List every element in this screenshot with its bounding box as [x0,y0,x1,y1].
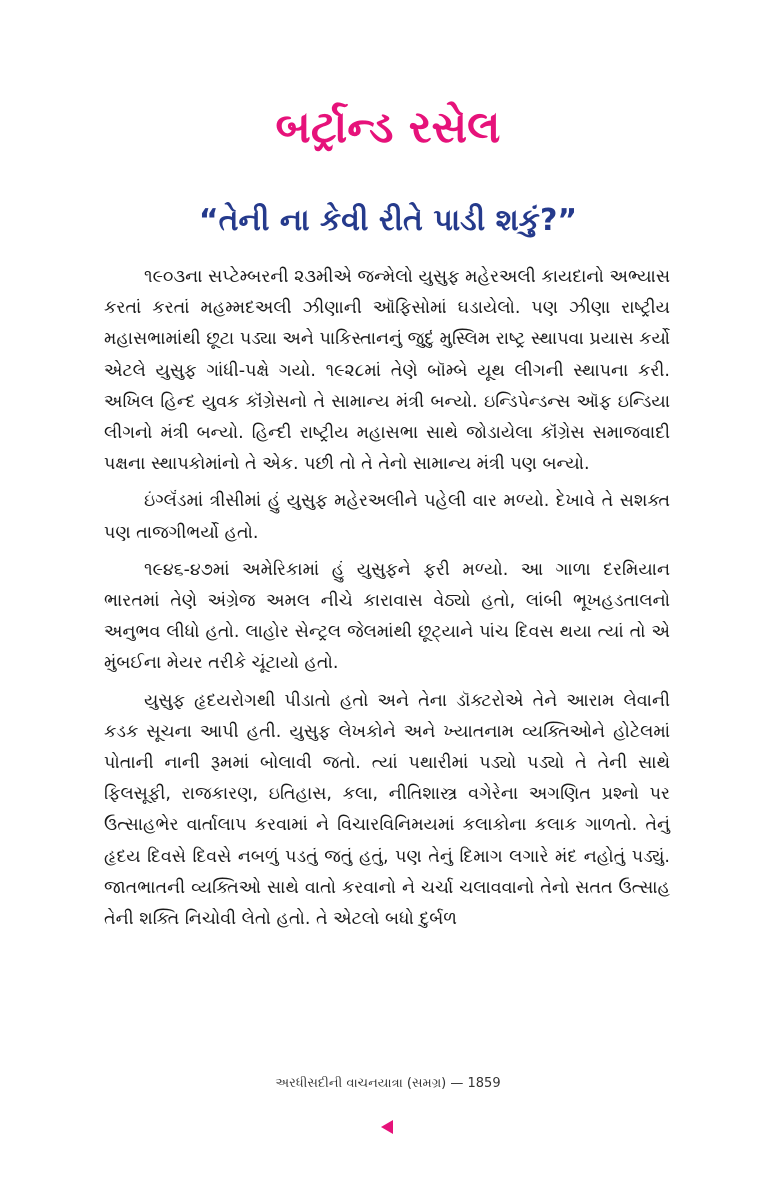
previous-page-arrow-icon[interactable] [381,1120,393,1134]
paragraph: ૧૯૪૬-૪૭માં અમેરિકામાં હું યુસુફને ફરી મળ્યો. આ ગાળા દરમિયાન ભારતમાં તેણે અંગ્રેજ અમલ નીચે કારાવાસ વેઠ્યો હતો, લાંબી ભૂખહડતાલનો અનુભવ લીધો હતો. લાહોર સેન્ટ્રલ જેલમાંથી છૂટ્યાને પાંચ દિવસ થયા ત્યાં તો એ મુંબઈના મેયર તરીકે ચૂંટાયો હતો. [104,559,670,674]
body-text [104,262,670,941]
paragraph: ૧૯૦૩ના સપ્ટેમ્બરની ૨૩મીએ જન્મેલો યુસુફ મહેરઅલી કાયદાનો અભ્યાસ કરતાં કરતાં મહમ્મદઅલી ઝીણાની ઑફિસોમાં ઘડાયેલો. પણ ઝીણા રાષ્ટ્રીય મહાસભામાંથી છૂટા પડ્યા અને પાકિસ્તાનનું જુદું મુસ્લિમ રાષ્ટ્ર સ્થાપવા પ્રયાસ કર્યો એટલે યુસુફ ગાંધી-પક્ષે ગયો. ૧૯૨૮માં તેણે બૉમ્બે યૂથ લીગની સ્થાપના કરી. અખિલ હિન્દ યુવક કૉંગ્રેસનો તે સામાન્ય મંત્રી બન્યો. ઇન્ડિપેન્ડન્સ ઑફ ઇન્ડિયા લીગનો મંત્રી બન્યો. હિન્દી રાષ્ટ્રીય મહાસભા સાથે જોડાયેલા કૉંગ્રેસ સમાજવાદી પક્ષના સ્થાપકોમાંનો તે એક. પછી તો તે તેનો સામાન્ય મંત્રી પણ બન્યો. [104,267,670,475]
paragraph: ઇંગ્લૅંડમાં ત્રીસીમાં હું યુસુફ મહેરઅલીને પહેલી વાર મળ્યો. દેખાવે તે સશક્ત પણ તાજગીભર્યો હતો. [104,491,670,543]
page-footer: અરધીસદીની વાચનયાત્રા (સમગ્ર) — 1859 [275,1076,501,1091]
paragraph: યુસુફ હૃદયરોગથી પીડાતો હતો અને તેના ડૉક્ટરોએ તેને આરામ લેવાની કડક સૂચના આપી હતી. યુસુફ લેખકોને અને ખ્યાતનામ વ્યક્તિઓને હોટેલમાં પોતાની નાની રૂમમાં બોલાવી જતો. ત્યાં પથારીમાં પડ્યો પડ્યો તે તેની સાથે ફિલસૂફી, રાજકારણ, ઇતિહાસ, કલા, નીતિશાસ્ત્ર વગેરેના અગણિત પ્રશ્નો પર ઉત્સાહભેર વાર્તાલાપ કરવામાં ને વિચારવિનિમયમાં કલાકોના કલાક ગાળતો. તેનું હૃદય દિવસે દિવસે નબળું પડતું જતું હતું, પણ તેનું દિમાગ લગારે મંદ નહોતું પડ્યું. જાતભાતની વ્યક્તિઓ સાથે વાતો કરવાનો ને ચર્ચા ચલાવવાનો તેનો સતત ઉત્સાહ તેની શક્તિ નિચોવી લેતો હતો. તે એટલો બધો દુર્બળ [104,690,670,930]
author-name: બર્ટ્રાન્ડ રસેલ [275,102,501,153]
chapter-title: “તેની ના કેવી રીતે પાડી શકું?” [198,203,578,238]
